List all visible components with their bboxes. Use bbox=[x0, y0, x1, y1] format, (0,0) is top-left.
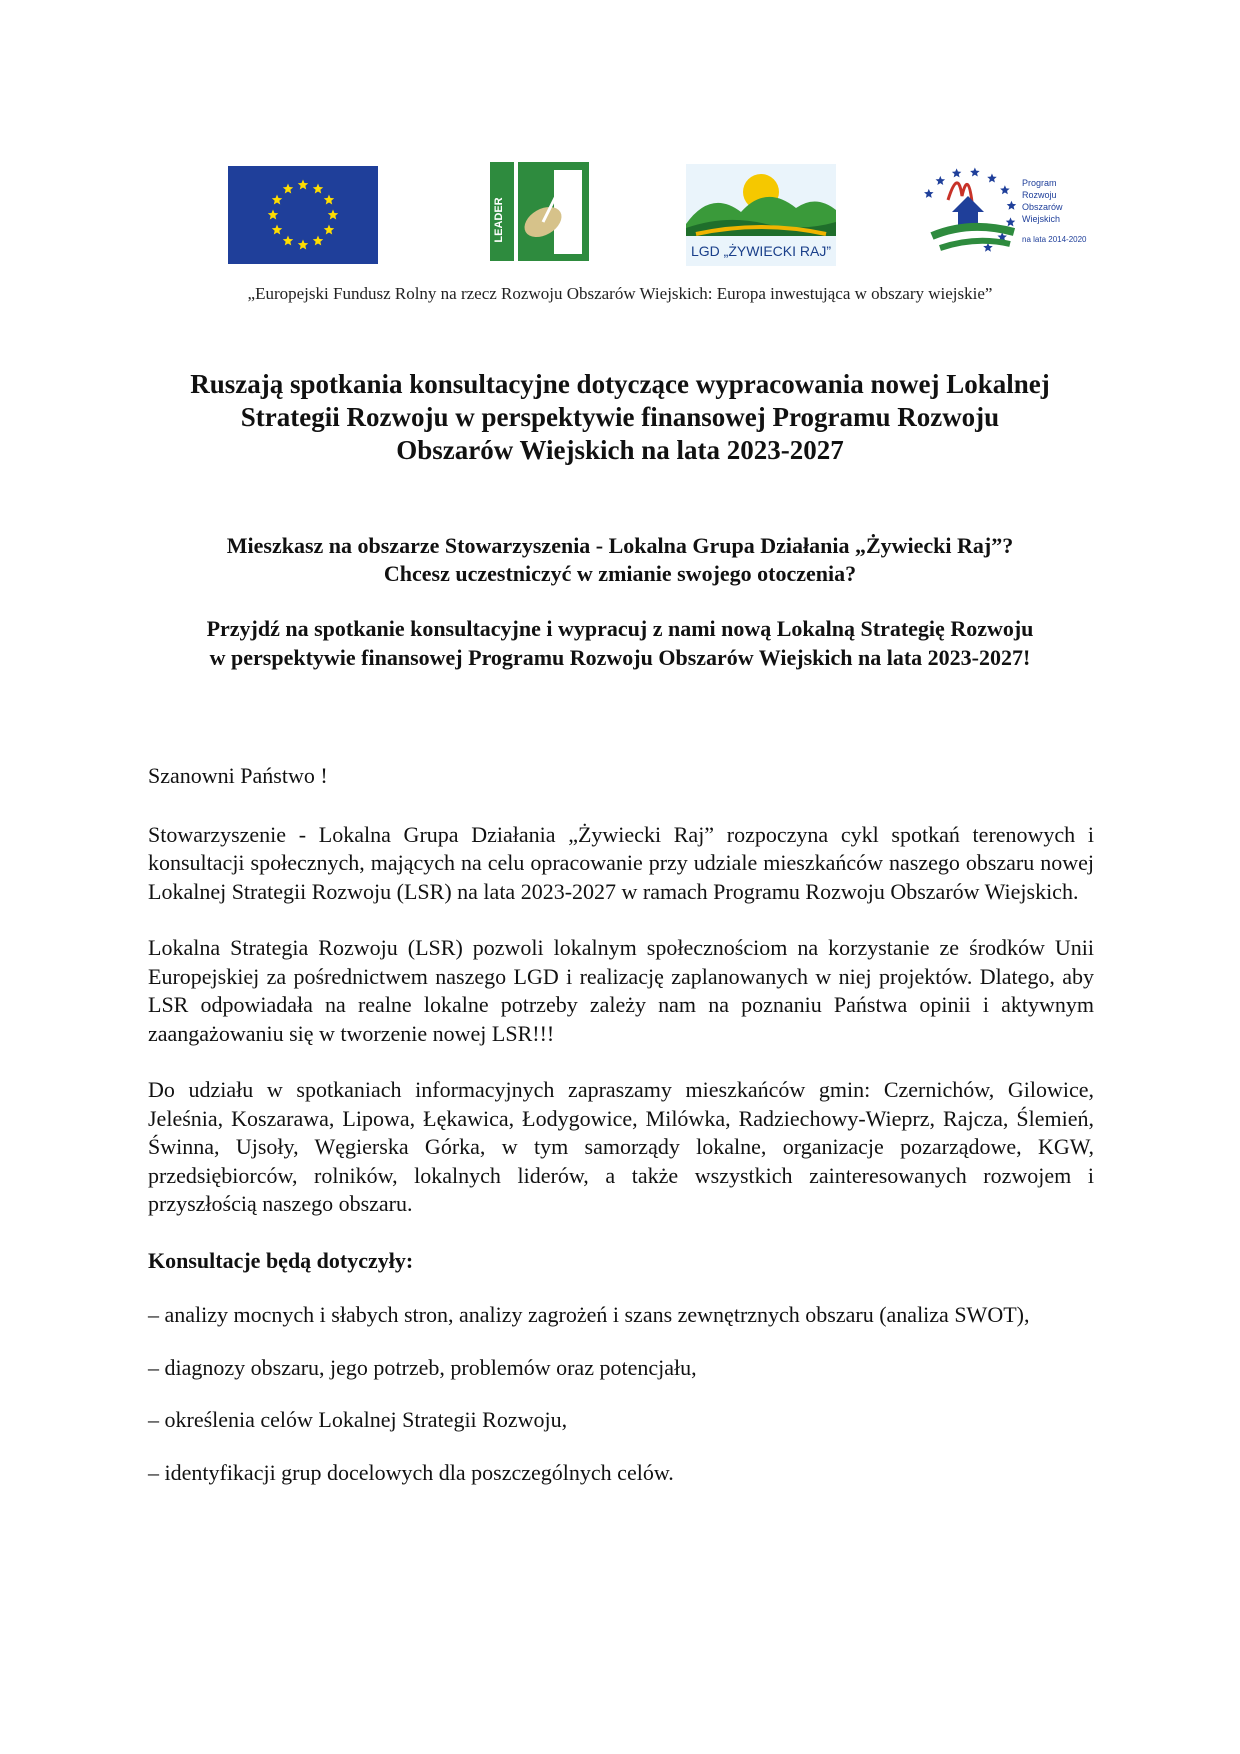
body-paragraph: Stowarzyszenie - Lokalna Grupa Działania „Żywiecki Raj” rozpoczyna cykl spotkań terenowych i konsultacji społecznych, mających na celu opracowanie przy udziale mieszkańców naszego obszaru nowej Lokalnej Strategii Rozwoju (LSR) na lata 2023-2027 w ramach Programu Rozwoju Obszarów Wiejskich. bbox=[148, 821, 1094, 904]
svg-text:Obszarów: Obszarów bbox=[1022, 202, 1063, 212]
eu-flag-logo bbox=[228, 166, 378, 264]
greeting: Szanowni Państwo ! bbox=[148, 763, 328, 788]
body-paragraph: Do udziału w spotkaniach informacyjnych zapraszamy mieszkańców gmin: Czernichów, Gilowice, Jeleśnia, Koszarawa, Lipowa, Łękawica, Łodygowice, Milówka, Radziechowy-Wieprz, Rajcza, Ślemień, Świnna, Ujsoły, Węgierska Górka, w tym samorządy lokalne, organizacje pozarządowe, KGW, przedsiębiorców, rolników, lokalnych liderów, a także wszystkich zainteresowanych rozwojem i przyszłością naszego obszaru. bbox=[148, 1077, 1094, 1216]
prow-star-icon bbox=[970, 167, 980, 176]
svg-text:Wiejskich: Wiejskich bbox=[1022, 214, 1061, 224]
title-line: Obszarów Wiejskich na lata 2023-2027 bbox=[396, 435, 844, 465]
lead-line: w perspektywie finansowej Programu Rozwoju Obszarów Wiejskich na lata 2023-2027! bbox=[209, 645, 1031, 670]
prow-logo bbox=[910, 160, 1087, 264]
funding-tagline: „Europejski Fundusz Rolny na rzecz Rozwoju Obszarów Wiejskich: Europa inwestująca w obszary wiejskie” bbox=[247, 284, 993, 303]
bullet-item: – identyfikacji grup docelowych dla poszczególnych celów. bbox=[148, 1459, 674, 1485]
prow-star-icon bbox=[1007, 201, 1017, 210]
lead-line: Przyjdź na spotkanie konsultacyjne i wypracuj z nami nową Lokalną Strategię Rozwoju bbox=[206, 616, 1034, 641]
prow-star-icon bbox=[936, 176, 946, 185]
lead-line: Chcesz uczestniczyć w zmianie swojego otoczenia? bbox=[383, 561, 857, 586]
lgd-zywiecki-raj-logo bbox=[686, 164, 836, 266]
leader-text: LEADER bbox=[493, 197, 505, 243]
prow-star-icon bbox=[952, 168, 962, 177]
title-line: Strategii Rozwoju w perspektywie finansowej Programu Rozwoju bbox=[240, 402, 1000, 432]
leader-logo bbox=[488, 160, 591, 263]
section-heading: Konsultacje będą dotyczyły: bbox=[148, 1247, 414, 1273]
bullet-item: – diagnozy obszaru, jego potrzeb, problemów oraz potencjału, bbox=[148, 1354, 697, 1380]
prow-star-icon bbox=[1000, 185, 1010, 194]
title-line: Ruszają spotkania konsultacyjne dotyczące wypracowania nowej Lokalnej bbox=[190, 369, 1050, 399]
document-body bbox=[148, 762, 1094, 1511]
lead-line: Mieszkasz na obszarze Stowarzyszenia - Lokalna Grupa Działania „Żywiecki Raj”? bbox=[226, 533, 1014, 558]
bullet-item: – analizy mocnych i słabych stron, analizy zagrożeń i szans zewnętrznych obszaru (analiza SWOT), bbox=[148, 1302, 1030, 1327]
lgd-text: LGD „ŻYWIECKI RAJ” bbox=[690, 243, 832, 259]
prow-years: na lata 2014-2020 bbox=[1022, 235, 1087, 244]
prow-star-icon bbox=[1006, 217, 1016, 226]
document-title bbox=[130, 368, 1110, 467]
lead-question bbox=[130, 532, 1110, 588]
bullet-item: – określenia celów Lokalnej Strategii Rozwoju, bbox=[148, 1407, 568, 1432]
svg-text:Rozwoju: Rozwoju bbox=[1022, 190, 1057, 200]
logo-bar bbox=[0, 160, 1240, 270]
lead-invitation bbox=[130, 614, 1110, 672]
prow-star-icon bbox=[987, 173, 997, 182]
body-paragraph: Lokalna Strategia Rozwoju (LSR) pozwoli lokalnym społecznościom na korzystanie ze środków Unii Europejskiej za pośrednictwem naszego LGD i realizację zaplanowanych w niej projektów. Dlatego, aby LSR odpowiadała na realne lokalne potrzeby zależy nam na poznaniu Państwa opinii i aktywnym zaangażowaniu się w tworzenie nowej LSR!!! bbox=[148, 935, 1094, 1046]
prow-star-icon bbox=[924, 189, 934, 198]
svg-text:Program: Program bbox=[1022, 178, 1057, 188]
